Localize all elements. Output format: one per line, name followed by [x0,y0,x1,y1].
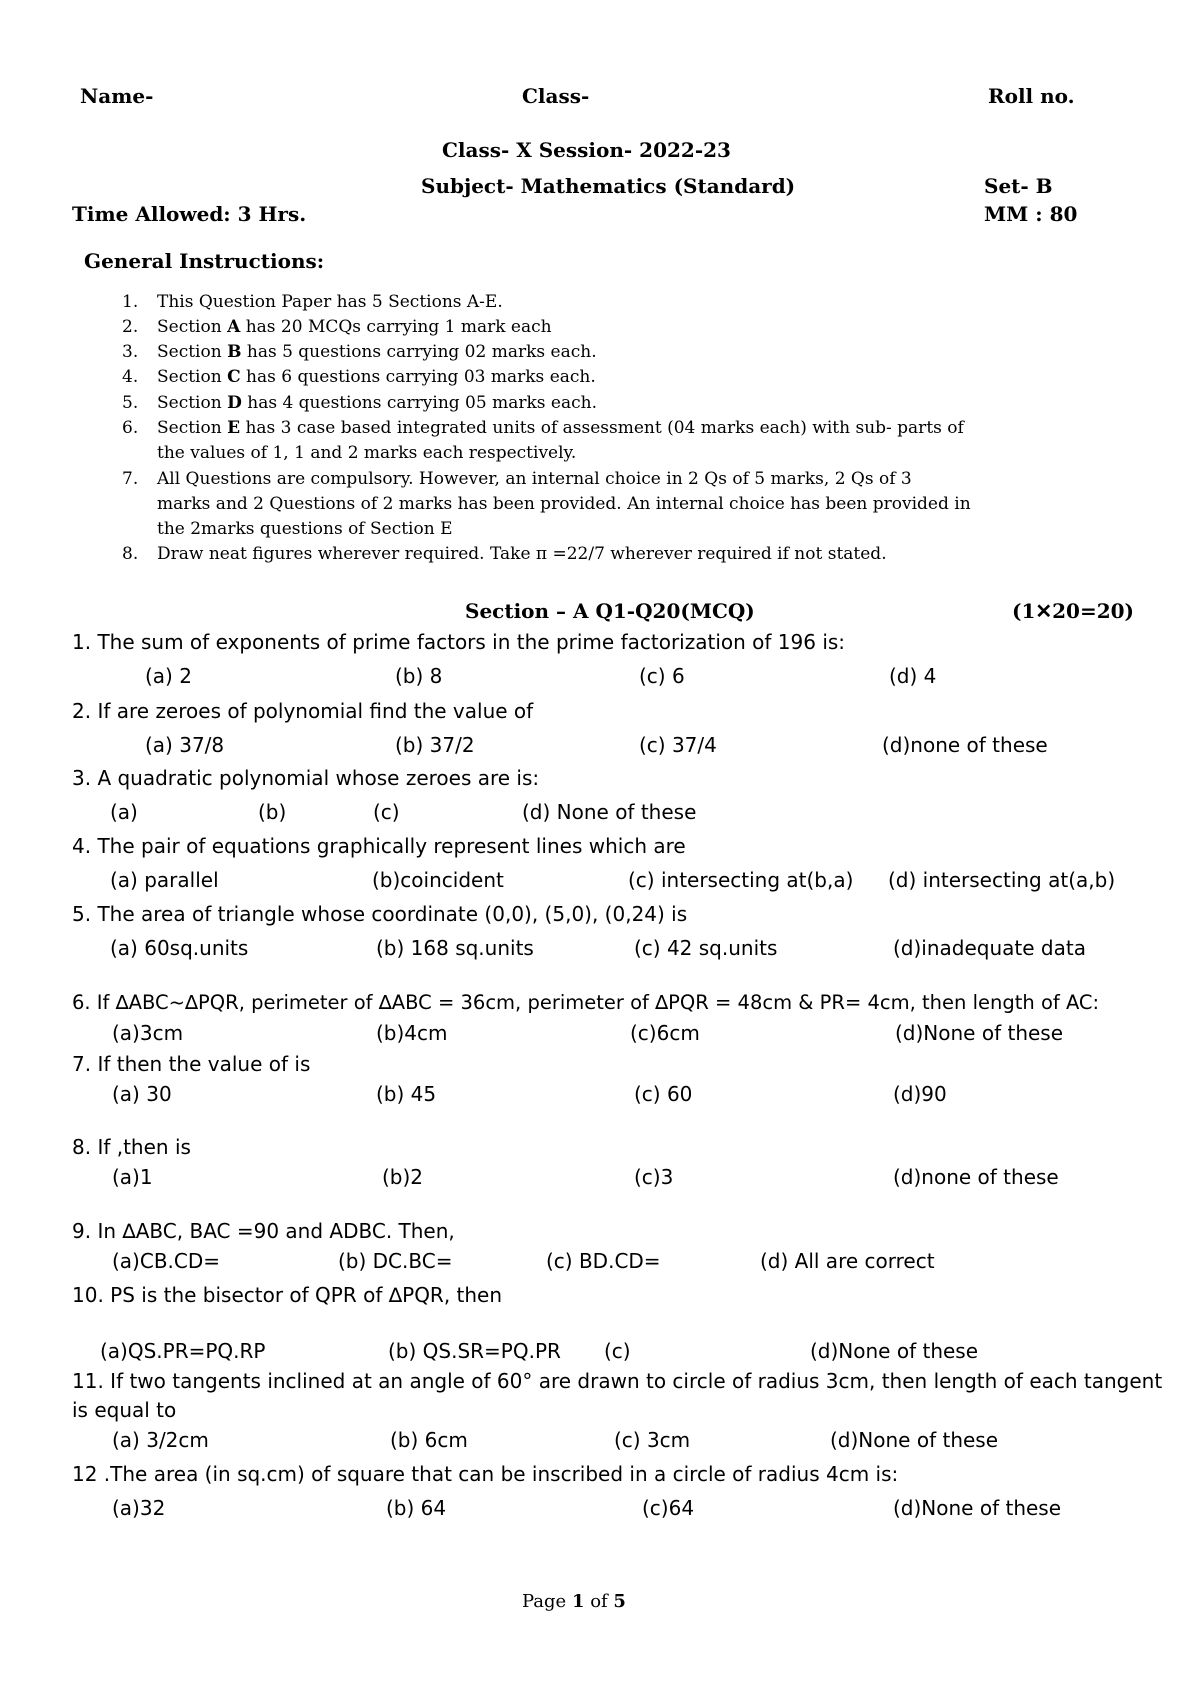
question-option: (a)1 [112,1165,153,1189]
instruction-text: has 3 case based integrated units of assessment (04 marks each) with sub- parts of [240,418,964,438]
instruction-text: Draw neat figures wherever required. Take π =22/7 wherever required if not stated. [157,544,887,564]
instruction-number: 5. [122,393,139,413]
question-option: (a) 30 [112,1082,172,1106]
instruction-text: the 2marks questions of Section E [157,519,453,539]
question-text: 9. In ∆ABC, BAC =90 and ADBC. Then, [72,1219,455,1243]
instruction-number: 3. [122,342,139,362]
instruction-text: marks and 2 Questions of 2 marks has been provided. An internal choice has been provided in [157,494,971,514]
question-text: 10. PS is the bisector of QPR of ∆PQR, then [72,1283,503,1307]
instruction-number: 8. [122,544,139,564]
question-option: (d)None of these [893,1496,1062,1520]
question-text: 11. If two tangents inclined at an angle of 60° are drawn to circle of radius 3cm, then length of each tangent [72,1369,1163,1393]
question-option: (b)coincident [372,868,504,892]
instructions-title: General Instructions: [84,249,325,273]
question-option: (a) 37/8 [145,733,225,757]
question-option: (b) QS.SR=PQ.PR [388,1339,561,1363]
question-text: 7. If then the value of is [72,1052,311,1076]
instruction-section-letter: B [227,342,242,362]
question-option: (a) 3/2cm [112,1428,209,1452]
instruction-text: Section [157,317,228,337]
instruction-text: the values of 1, 1 and 2 marks each respectively. [157,443,577,463]
question-option: (c) 3cm [614,1428,691,1452]
question-option: (d) intersecting at(a,b) [888,868,1116,892]
instruction-section-letter: D [227,393,242,413]
instruction-number: 6. [122,418,139,438]
instruction-number: 7. [122,469,139,489]
page-total: 5 [613,1591,626,1612]
question-option: (c) [373,800,400,824]
instruction-section-letter: C [227,367,241,387]
question-option: (b) 168 sq.units [376,936,534,960]
question-option: (d)None of these [830,1428,999,1452]
page-of-label: of [584,1591,614,1612]
question-text-continued: is equal to [72,1398,177,1422]
question-option: (a)32 [112,1496,166,1520]
question-option: (b) DC.BC= [338,1249,453,1273]
question-option: (c) intersecting at(b,a) [628,868,854,892]
page-label: Page [522,1591,572,1612]
section-title: Section – A Q1-Q20(MCQ) [465,599,755,623]
instruction-text: This Question Paper has 5 Sections A-E. [157,292,503,312]
question-option: (c) 6 [639,664,685,688]
instruction-text: has 4 questions carrying 05 marks each. [241,393,597,413]
instruction-number: 4. [122,367,139,387]
instruction-number: 2. [122,317,139,337]
question-option: (c) 42 sq.units [634,936,778,960]
set-label: Set- B [984,174,1053,198]
question-option: (b)4cm [376,1021,448,1045]
question-text: 3. A quadratic polynomial whose zeroes are is: [72,766,540,790]
question-option: (d)None of these [895,1021,1064,1045]
question-option: (c)64 [642,1496,695,1520]
question-option: (a) [110,800,138,824]
instruction-number: 1. [122,292,139,312]
question-option: (b) [258,800,287,824]
question-option: (b) 45 [376,1082,437,1106]
question-option: (c) [604,1339,631,1363]
instruction-section-letter: E [227,418,241,438]
instruction-text: All Questions are compulsory. However, an internal choice in 2 Qs of 5 marks, 2 Qs of 3 [157,469,912,489]
name-label: Name- [80,84,154,108]
question-option: (c)3 [634,1165,674,1189]
question-option: (b) 37/2 [395,733,475,757]
question-text: 5. The area of triangle whose coordinate (0,0), (5,0), (0,24) is [72,902,688,926]
question-text: 2. If are zeroes of polynomial find the value of [72,699,534,723]
instruction-text: Section [157,418,228,438]
question-option: (d)None of these [810,1339,979,1363]
time-allowed: Time Allowed: 3 Hrs. [72,202,307,226]
question-option: (a) 60sq.units [110,936,249,960]
question-option: (a) 2 [145,664,192,688]
max-marks: MM : 80 [984,202,1078,226]
question-option: (b) 8 [395,664,443,688]
question-option: (c)6cm [630,1021,700,1045]
question-text: 12 .The area (in sq.cm) of square that can be inscribed in a circle of radius 4cm is: [72,1462,899,1486]
instruction-text: has 5 questions carrying 02 marks each. [241,342,597,362]
instruction-text: has 20 MCQs carrying 1 mark each [240,317,552,337]
question-option: (d) None of these [522,800,697,824]
question-option: (c) 37/4 [639,733,717,757]
session-title: Class- X Session- 2022-23 [442,138,731,162]
question-option: (c) 60 [634,1082,693,1106]
instruction-section-letter: A [227,317,241,337]
page-number: 1 [571,1591,585,1612]
question-option: (d)none of these [882,733,1048,757]
instruction-text: Section [157,342,228,362]
question-option: (a)3cm [112,1021,184,1045]
question-option: (d)none of these [893,1165,1059,1189]
question-option: (c) BD.CD= [546,1249,661,1273]
roll-number-label: Roll no. [988,84,1075,108]
instruction-text: Section [157,367,228,387]
subject-title: Subject- Mathematics (Standard) [421,174,796,198]
section-marks: (1✕20=20) [1012,599,1135,623]
question-option: (b) 64 [386,1496,447,1520]
page-footer [522,1591,626,1612]
question-text: 4. The pair of equations graphically represent lines which are [72,834,686,858]
question-option: (a)CB.CD= [112,1249,221,1273]
question-option: (d) All are correct [760,1249,935,1273]
question-option: (b) 6cm [390,1428,468,1452]
question-option: (d) 4 [889,664,937,688]
question-option: (b)2 [382,1165,424,1189]
instruction-text: has 6 questions carrying 03 marks each. [240,367,596,387]
question-text: 1. The sum of exponents of prime factors in the prime factorization of 196 is: [72,630,846,654]
question-text: 6. If ∆ABC~∆PQR, perimeter of ∆ABC = 36cm, perimeter of ∆PQR = 48cm & PR= 4cm, then length of AC: [72,991,1100,1014]
question-option: (a) parallel [110,868,219,892]
question-text: 8. If ,then is [72,1135,191,1159]
instruction-text: Section [157,393,228,413]
question-option: (d)90 [893,1082,947,1106]
class-label: Class- [522,84,590,108]
question-option: (a)QS.PR=PQ.RP [100,1339,266,1363]
question-option: (d)inadequate data [893,936,1086,960]
